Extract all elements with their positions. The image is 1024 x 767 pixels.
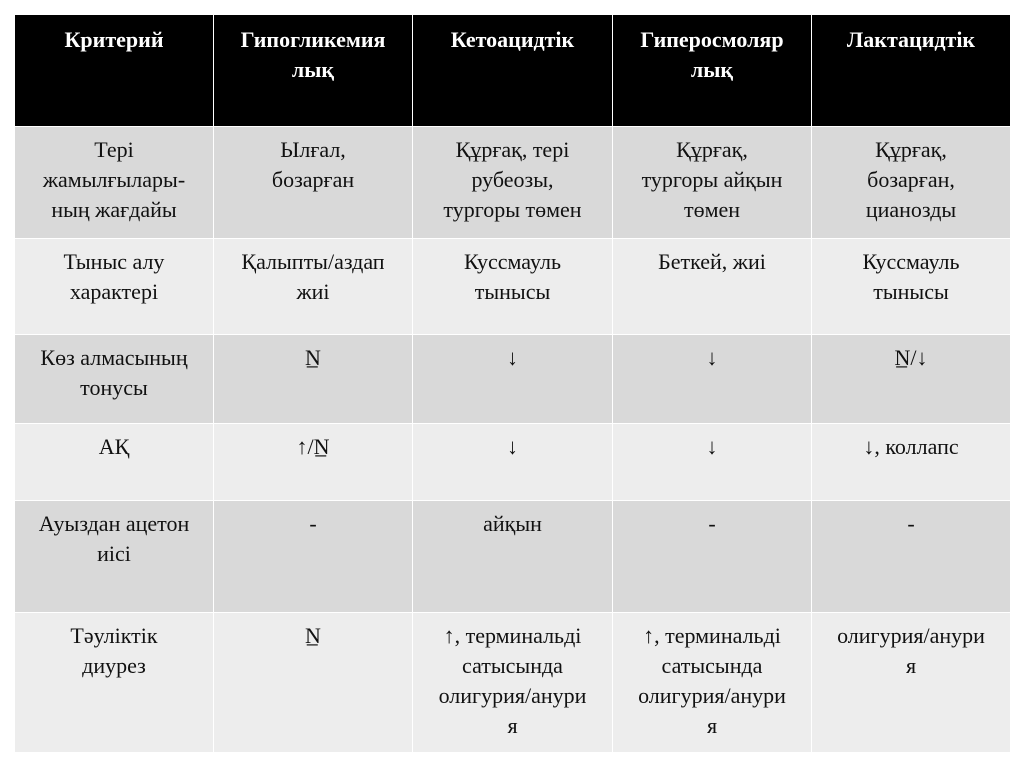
table-cell: - xyxy=(613,501,812,613)
table-cell: Тыныс алу характері xyxy=(15,239,214,335)
table-cell: ↑, терминальді сатысында олигурия/анури я xyxy=(613,613,812,753)
header-row xyxy=(15,15,1011,127)
table-cell: ↓ xyxy=(613,335,812,424)
header-cell-lactacidotic: Лактацидтік xyxy=(812,15,1011,127)
table-cell: Куссмауль тынысы xyxy=(413,239,613,335)
table-cell: Көз алмасының тонусы xyxy=(15,335,214,424)
table-cell: ↓ xyxy=(413,424,613,501)
table-cell: Тәуліктік диурез xyxy=(15,613,214,753)
table-cell: ↑, терминальді сатысында олигурия/анури я xyxy=(413,613,613,753)
table-cell: ↓ xyxy=(613,424,812,501)
table-row xyxy=(15,335,1011,424)
table-row xyxy=(15,239,1011,335)
table-cell: - xyxy=(812,501,1011,613)
table-cell: ↑/N̲ xyxy=(214,424,413,501)
table-cell: АҚ xyxy=(15,424,214,501)
table-cell: - xyxy=(214,501,413,613)
table-cell: Ауыздан ацетон иісі xyxy=(15,501,214,613)
table-cell: Тері жамылғылары- ның жағдайы xyxy=(15,127,214,239)
header-cell-criterion: Критерий xyxy=(15,15,214,127)
table-cell: Ылғал, бозарған xyxy=(214,127,413,239)
header-cell-ketoacidotic: Кетоацидтік xyxy=(413,15,613,127)
table-row xyxy=(15,127,1011,239)
table-cell: N̲ xyxy=(214,613,413,753)
table-cell: Беткей, жиі xyxy=(613,239,812,335)
header-cell-hypoglycemic: Гипогликемия лық xyxy=(214,15,413,127)
table-row xyxy=(15,613,1011,753)
table-row xyxy=(15,501,1011,613)
table-cell: ↓ xyxy=(413,335,613,424)
table-cell: Қалыпты/аздап жиі xyxy=(214,239,413,335)
table-cell: Құрғақ, тургоры айқын төмен xyxy=(613,127,812,239)
table-cell: олигурия/анури я xyxy=(812,613,1011,753)
table-cell: N̲/↓ xyxy=(812,335,1011,424)
table-cell: Құрғақ, бозарған, цианозды xyxy=(812,127,1011,239)
header-cell-hyperosmolar: Гиперосмоляр лық xyxy=(613,15,812,127)
table-cell: ↓, коллапс xyxy=(812,424,1011,501)
table-cell: N̲ xyxy=(214,335,413,424)
table-row xyxy=(15,424,1011,501)
comparison-table xyxy=(14,14,1011,753)
table-cell: айқын xyxy=(413,501,613,613)
table-cell: Құрғақ, тері рубеозы, тургоры төмен xyxy=(413,127,613,239)
table-cell: Куссмауль тынысы xyxy=(812,239,1011,335)
